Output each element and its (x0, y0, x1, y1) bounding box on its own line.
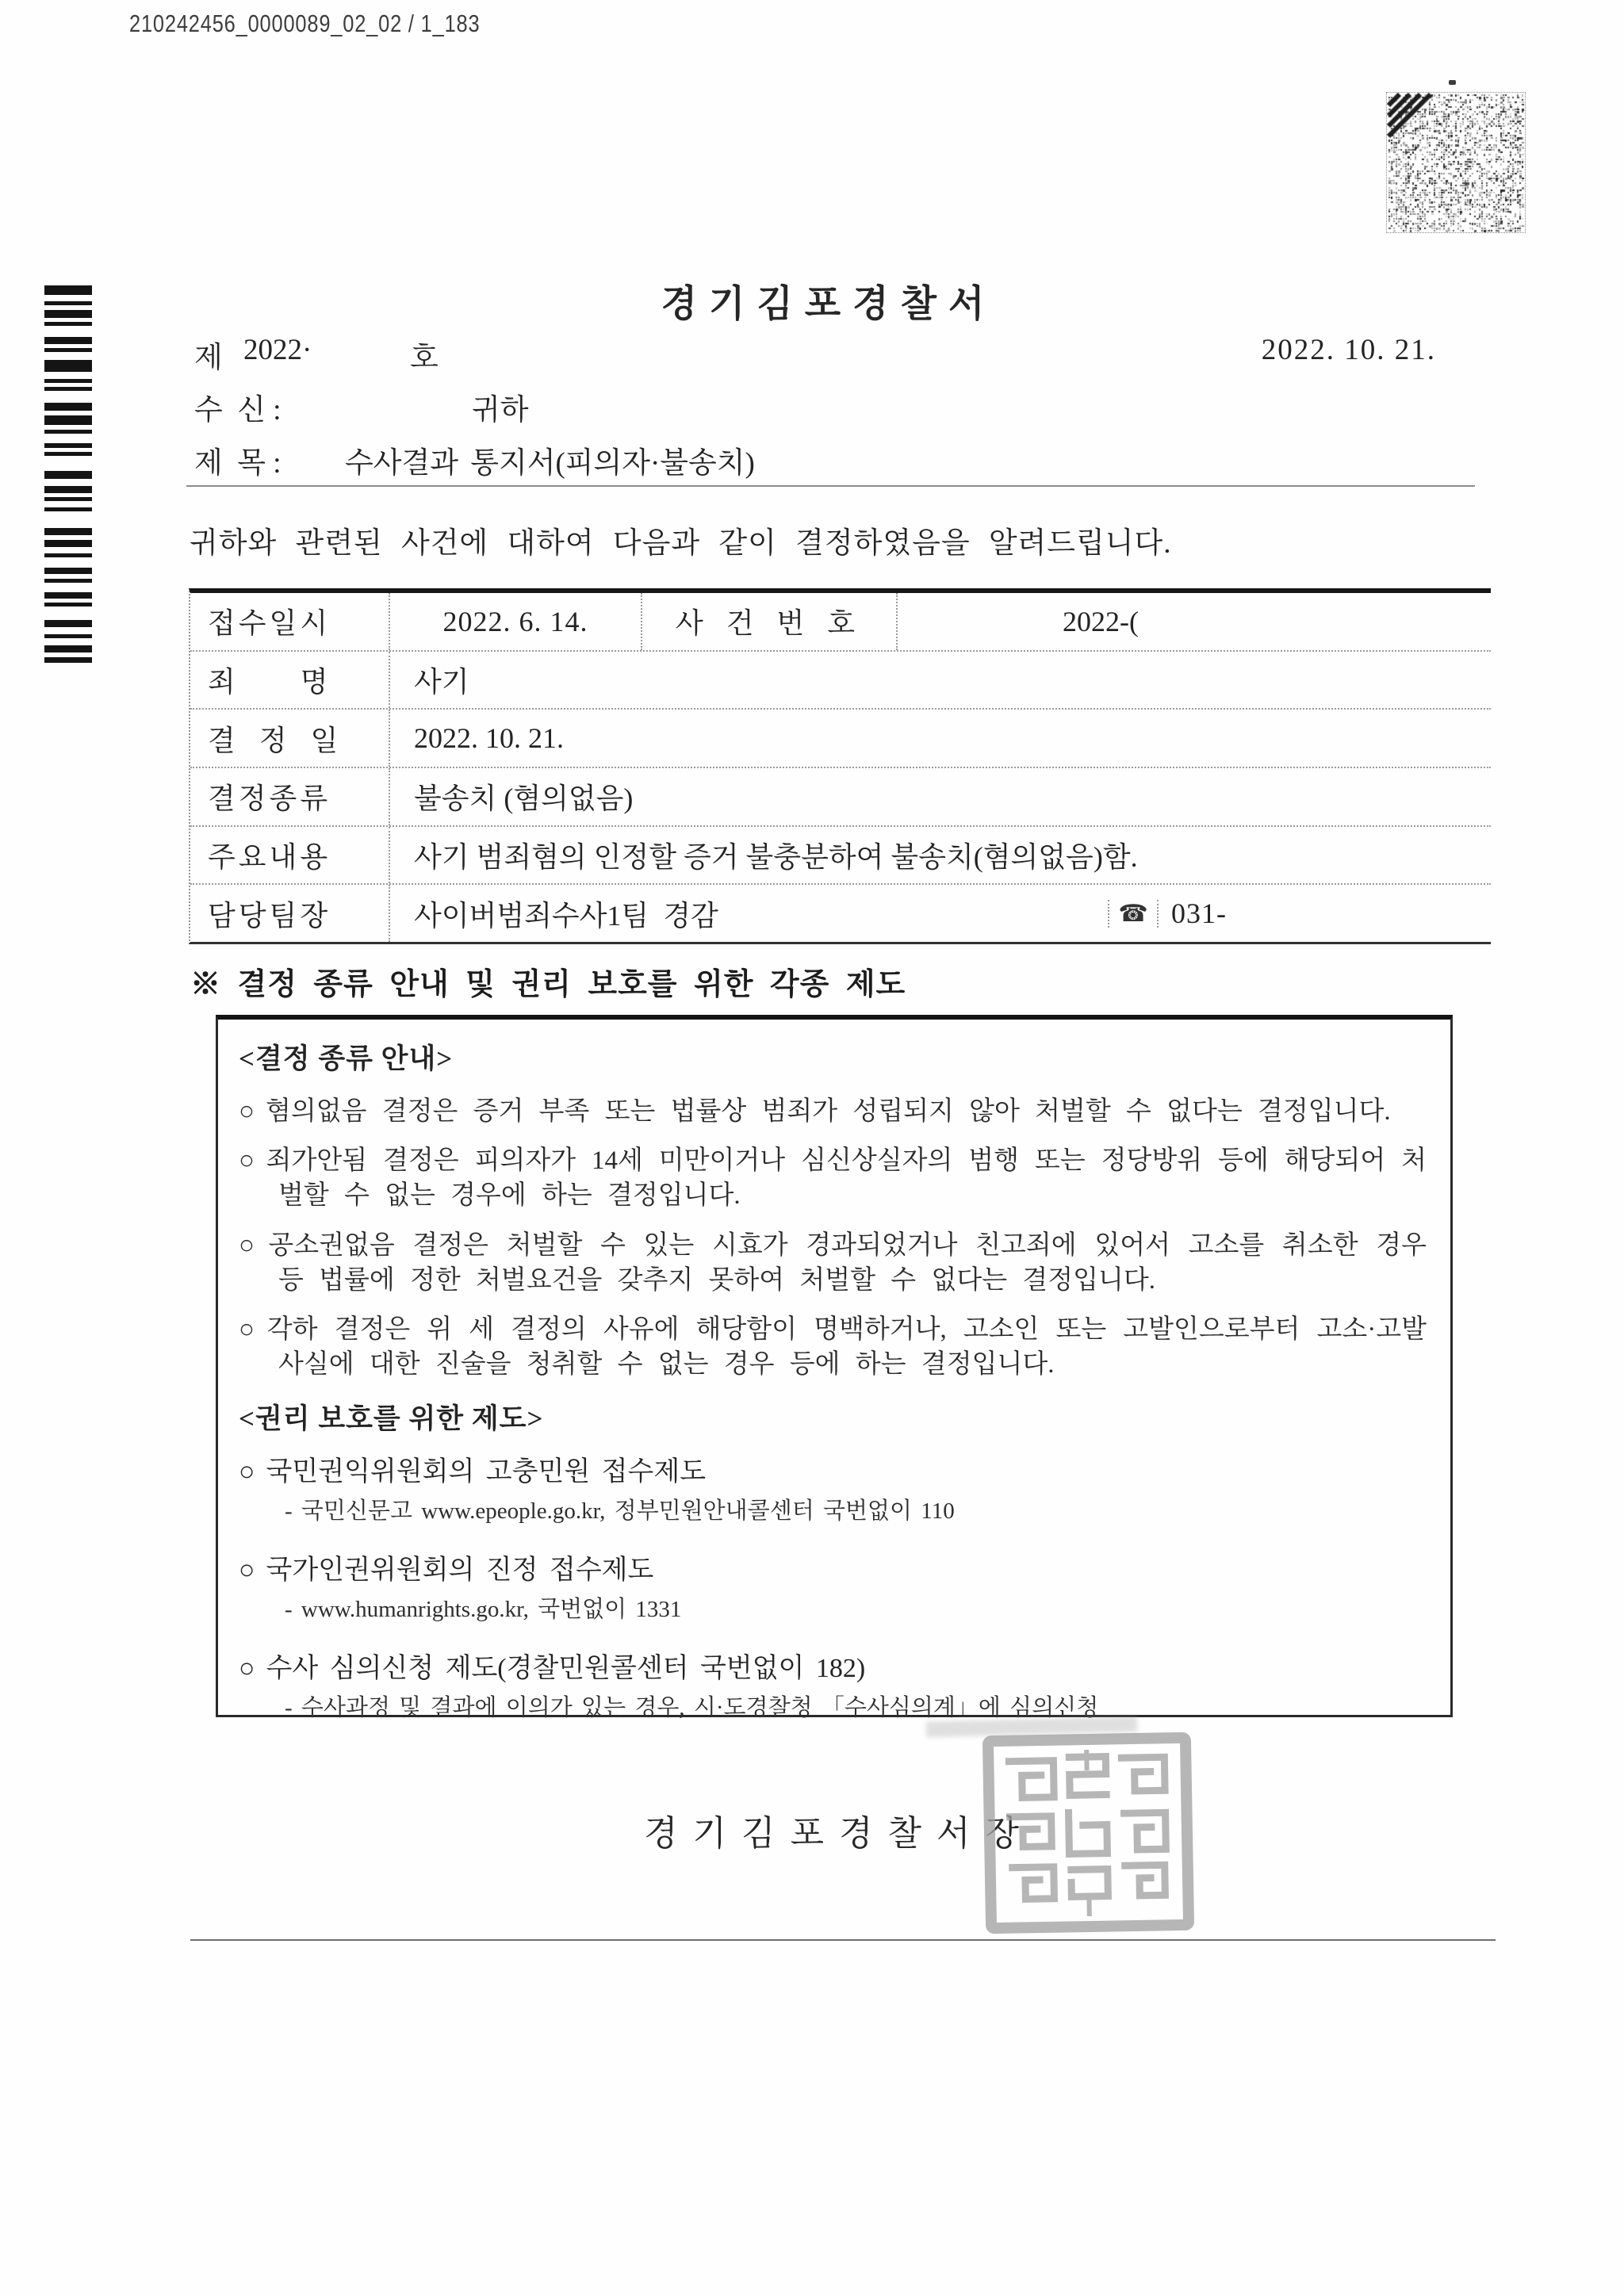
decision-type-label: 결정종류 (190, 768, 390, 825)
circle-bullet-icon: ○ (239, 1653, 255, 1683)
scan-code-block (1386, 92, 1526, 233)
receipt-value: 2022. 6. 14. (390, 593, 642, 650)
rights-title: <권리 보호를 위한 제도> (239, 1402, 544, 1434)
docno-suffix: 호 (410, 342, 439, 374)
notice-section-heading: ※ 결정 종류 안내 및 권리 보호를 위한 각종 제도 (190, 968, 906, 1001)
decision-type-value: 불송치 (혐의없음) (414, 783, 634, 815)
subject-line (194, 438, 1384, 481)
circle-bullet-icon: ○ (239, 1146, 255, 1176)
document-number-line (194, 333, 1436, 373)
rights-item-main (239, 1646, 1427, 1685)
guide-item (239, 1143, 1427, 1213)
officer-label: 담당팀장 (190, 885, 390, 942)
guide-item-text: 죄가안됨 결정은 피의자가 14세 미만이거나 심신상실자의 범행 또는 정당방위 등에 해당되어 처벌할 수 없는 경우에 하는 결정입니다. (266, 1146, 1427, 1211)
scan-artifact-dot (1449, 80, 1456, 85)
table-row-officer (190, 883, 1491, 942)
table-row-summary (190, 825, 1491, 884)
rights-item-sub: - www.humanrights.go.kr, 국번없이 1331 (285, 1596, 682, 1622)
rights-item-text: 국민권익위원회의 고충민원 접수제도 (266, 1456, 707, 1487)
officer-value: 사이버범죄수사1팀 경감 (414, 899, 718, 932)
table-row-receipt (190, 593, 1491, 650)
table-row-decision-date (190, 708, 1491, 767)
offense-label: 죄 명 (190, 652, 390, 709)
table-row-decision-type (190, 767, 1491, 825)
rights-item (239, 1449, 1427, 1525)
rights-item-sub: - 수사과정 및 결과에 이의가 있는 경우, 시·도경찰청 「수사심의계」에 심의신청 (285, 1694, 1099, 1720)
recipient-line (194, 385, 529, 428)
circle-bullet-icon: ○ (239, 1555, 255, 1585)
rights-item-main (239, 1449, 1427, 1488)
summary-label: 주요내용 (190, 827, 390, 884)
rights-item (239, 1646, 1427, 1722)
case-number-value: 2022-( (1063, 605, 1139, 637)
decision-date-value: 2022. 10. 21. (414, 722, 564, 755)
docno-prefix: 제 (194, 342, 223, 374)
circle-bullet-icon: ○ (239, 1230, 258, 1260)
offense-value: 사기 (414, 666, 469, 698)
side-barcode (44, 285, 92, 663)
docno-number: 2022· (243, 334, 312, 366)
official-seal-graphic (982, 1732, 1195, 1935)
phone-number: 031- (1171, 897, 1227, 930)
recipient-value: 귀하 (472, 394, 529, 427)
circle-bullet-icon: ○ (239, 1097, 255, 1126)
case-summary-table (189, 588, 1491, 944)
circle-bullet-icon: ○ (239, 1315, 256, 1345)
summary-value: 사기 범죄혐의 인정할 증거 불충분하여 불송치(혐의없음)함. (414, 841, 1138, 874)
issue-date: 2022. 10. 21. (1261, 334, 1436, 366)
rights-item-sub: - 국민신문고 www.epeople.go.kr, 정부민원안내콜센터 국번없이 110 (285, 1498, 955, 1524)
rights-item-text: 국가인권위원회의 진정 접수제도 (266, 1555, 654, 1585)
officer-cell (390, 894, 1491, 934)
official-seal (982, 1732, 1195, 1935)
signer-title: 경 기 김 포 경 찰 서 장 (644, 1814, 1023, 1853)
guide-item-text: 혐의없음 결정은 증거 부족 또는 법률상 범죄가 성립되지 않아 처벌할 수 없다는 결정입니다. (265, 1097, 1391, 1126)
table-row-offense (190, 650, 1491, 709)
subject-value: 수사결과 통지서(피의자·불송치) (345, 447, 755, 480)
guide-item (239, 1094, 1427, 1129)
guide-item-text: 공소권없음 결정은 처벌할 수 있는 시효가 경과되었거나 친고죄에 있어서 고소를 취소한 경우 등 법률에 정한 처벌요건을 갖추지 못하여 처벌할 수 없다는 결정입니다. (268, 1230, 1427, 1295)
receipt-label: 접수일시 (190, 593, 390, 650)
header-divider-rule (186, 485, 1475, 487)
guide-item-text: 각하 결정은 위 세 결정의 사유에 해당함이 명백하거나, 고소인 또는 고발인으로부터 고소·고발 사실에 대한 진술을 청취할 수 없는 경우 등에 하는 결정입니다. (266, 1315, 1427, 1380)
document-id-text: 210242456_0000089_02_02 / 1_183 (129, 10, 481, 37)
rights-item (239, 1548, 1427, 1624)
footer-divider-rule (190, 1939, 1496, 1941)
guide-title: <결정 종류 안내> (239, 1043, 454, 1074)
case-number-label: 사 건 번 호 (642, 593, 898, 650)
guide-item (239, 1228, 1427, 1298)
subject-label: 제 목 : (194, 447, 282, 480)
rights-item-text: 수사 심의신청 제도(경찰민원콜센터 국번없이 182) (266, 1653, 866, 1683)
rights-item-main (239, 1548, 1427, 1586)
telephone-icon: ☎ (1108, 900, 1159, 928)
circle-bullet-icon: ○ (239, 1456, 255, 1487)
guide-item (239, 1312, 1427, 1382)
recipient-label: 수 신 : (194, 394, 282, 427)
intro-sentence: 귀하와 관련된 사건에 대하여 다음과 같이 결정하였음을 알려드립니다. (190, 527, 1172, 560)
page-title: 경기김포경찰서 (661, 284, 997, 325)
decision-date-label: 결 정 일 (190, 710, 390, 767)
notice-box (216, 1015, 1453, 1720)
